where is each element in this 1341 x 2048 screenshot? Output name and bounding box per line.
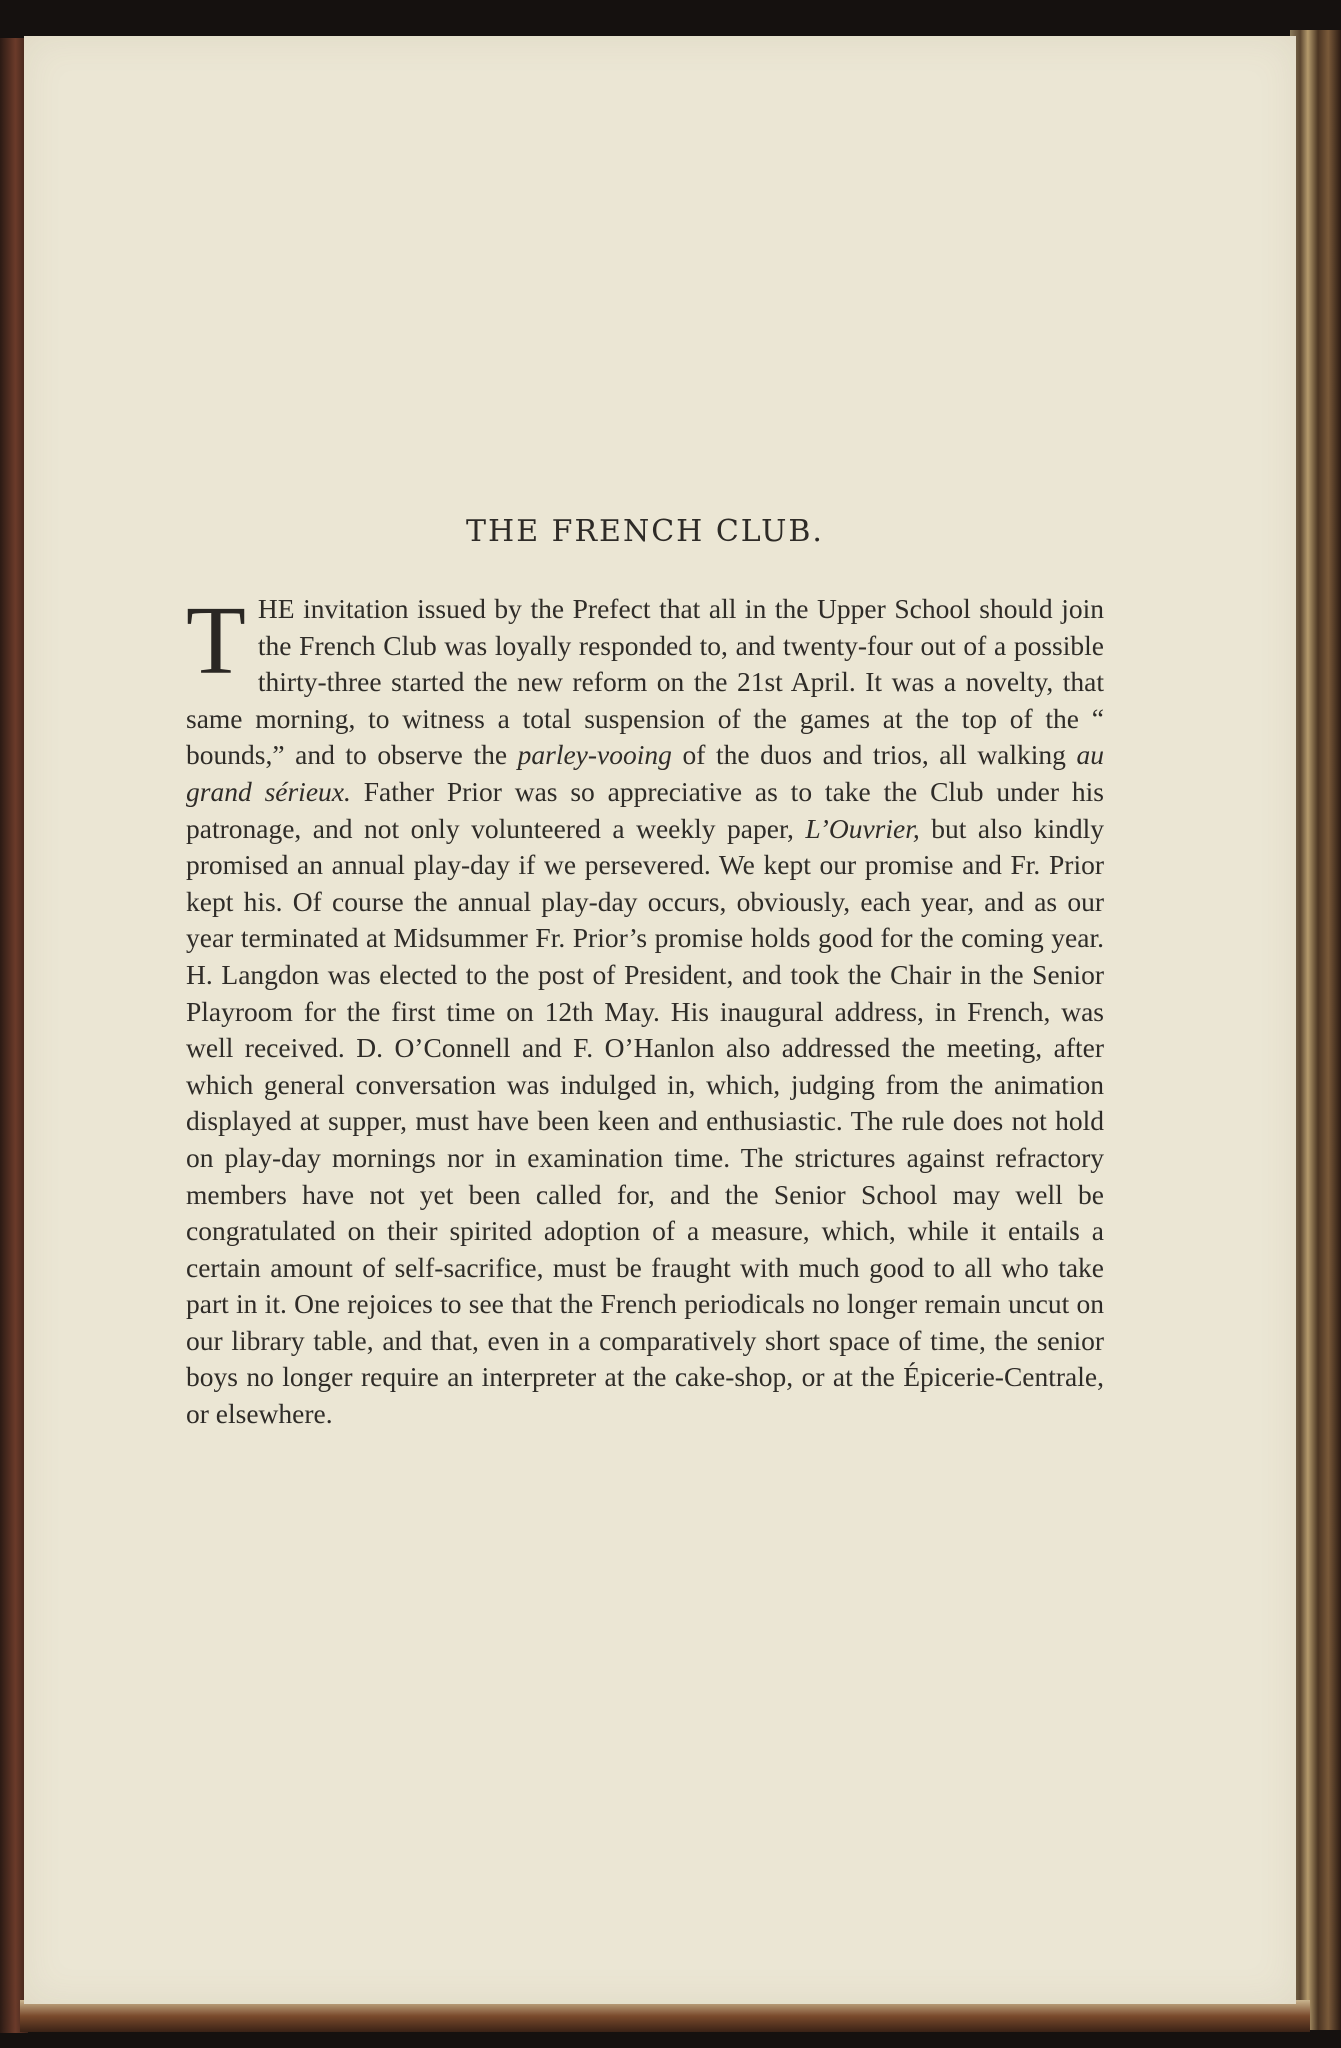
right-page-edges — [1290, 30, 1341, 2030]
book-page — [24, 36, 1296, 2004]
article-title: THE FRENCH CLUB. — [466, 514, 824, 549]
text-segment: but also kindly promised an annual play-day if we persevered. We kept our promise and Fr. Prior kept his. Of course the annual play-day occurs, obviously, each year, and as our year terminated at Midsummer Fr. Prior’s promise holds good for the coming year. H. Langdon was elected to the post of President, and took the Chair in the Senior Playroom for the first time on 12th May. His inaugural address, in French, was well received. D. O’Connell and F. O’Hanlon also addressed the meeting, after which general conversation was indulged in, which, judging from the animation displayed at supper, must have been keen and enthusiastic. The rule does not hold on play-day mornings nor in examination time. The strictures against refractory members have not yet been called for, and the Senior School may well be congratulated on their spirited adoption of a measure, which, while it entails a certain amount of self-sacrifice, must be fraught with much good to all who take part in it. One rejoices to see that the French periodicals no longer remain uncut on our library table, and that, even in a comparatively short space of time, the senior boys no longer require an interpreter at the cake-shop, or at the Épicerie-Centrale, or elsewhere. — [186, 812, 1104, 1430]
italic-segment: L’Ouvrier, — [805, 812, 920, 844]
italic-segment: au grand sérieux. — [186, 739, 1104, 807]
drop-cap: T — [186, 587, 246, 695]
bottom-cover-edge — [20, 2000, 1310, 2032]
text-segment: HE invitation issued by the Prefect that all in the Upper School should join the French Club was loyally responded to, and twenty-four out of a possible thirty-three started the new reform on the 21st April. It was a novelty, that same morning, to witness a total suspension of the games at the top of the “ bounds,” and to observe the — [186, 593, 1104, 771]
text-segment: of the duos and trios, all walking — [671, 739, 1077, 771]
article-body — [186, 587, 1104, 1433]
text-segment: Father Prior was so appreciative as to take the Club under his patronage, and not only volunteered a weekly paper, — [186, 775, 1104, 844]
italic-segment: parley-vooing — [517, 739, 672, 771]
